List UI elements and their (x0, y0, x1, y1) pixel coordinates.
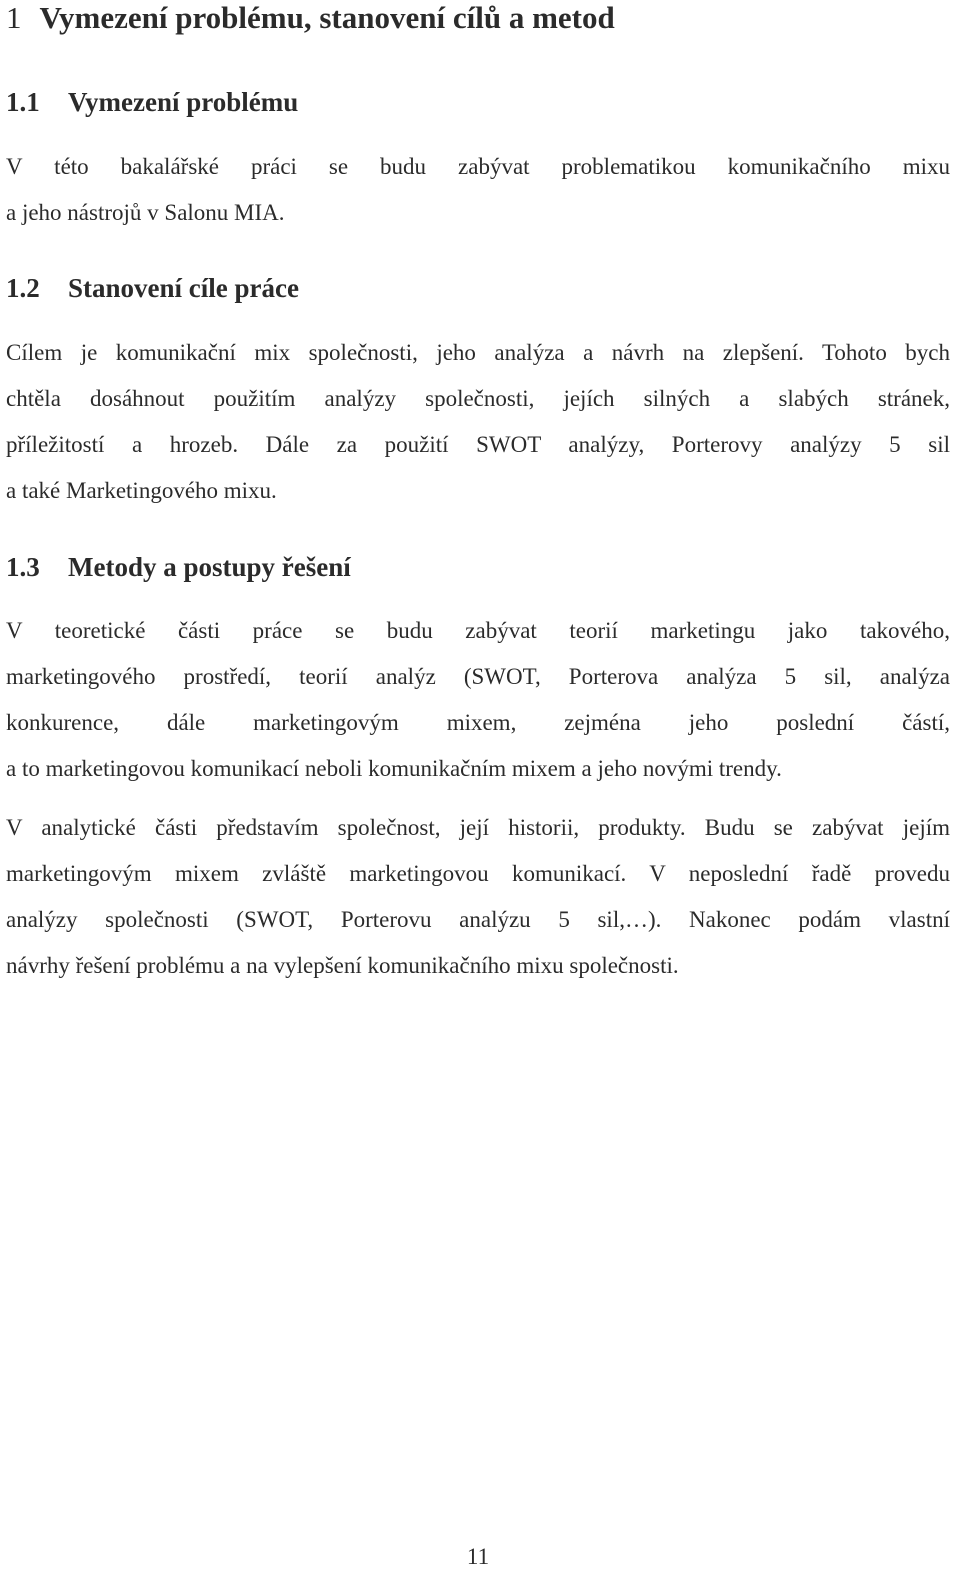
paragraph-line: a jeho nástrojů v Salonu MIA. (6, 200, 285, 225)
paragraph-line: a také Marketingového mixu. (6, 478, 277, 503)
paragraph-line: marketingového prostředí, teorií analýz (SWOT, Porterova analýza 5 sil, analýza (6, 664, 950, 689)
section-title: Vymezení problému (68, 87, 299, 117)
paragraph-line: a to marketingovou komunikací neboli komunikačním mixem a jeho novými trendy. (6, 756, 782, 781)
paragraph-line: konkurence, dále marketingovým mixem, zejména jeho poslední částí, (6, 710, 950, 735)
paragraph-line: Cílem je komunikační mix společnosti, jeho analýza a návrh na zlepšení. Tohoto bych (6, 340, 950, 365)
paragraph (6, 608, 950, 792)
paragraph-line: V teoretické části práce se budu zabývat teorií marketingu jako takového, (6, 618, 950, 643)
paragraph (6, 330, 950, 514)
paragraph-line: V analytické části představím společnost, její historii, produkty. Budu se zabývat jejím (6, 815, 950, 840)
section-number: 1.1 (6, 87, 40, 117)
paragraph-line: V této bakalářské práci se budu zabývat problematikou komunikačního mixu (6, 154, 950, 179)
paragraph-line: návrhy řešení problému a na vylepšení komunikačního mixu společnosti. (6, 953, 679, 978)
page-number: 11 (466, 1544, 490, 1569)
chapter-heading (6, 0, 615, 36)
paragraph (6, 805, 950, 989)
section-number: 1.2 (6, 273, 40, 303)
section-heading (6, 551, 351, 583)
paragraph-line: příležitostí a hrozeb. Dále za použití SWOT analýzy, Porterovy analýzy 5 sil (6, 432, 950, 457)
document-page (6, 0, 950, 1587)
paragraph (6, 144, 950, 236)
section-title: Stanovení cíle práce (68, 273, 299, 303)
paragraph-line: analýzy společnosti (SWOT, Porterovu analýzu 5 sil,…). Nakonec podám vlastní (6, 907, 950, 932)
chapter-title: Vymezení problému, stanovení cílů a metod (39, 0, 615, 35)
section-number: 1.3 (6, 552, 40, 582)
paragraph-line: marketingovým mixem zvláště marketingovou komunikací. V neposlední řadě provedu (6, 861, 950, 886)
chapter-number: 1 (6, 0, 22, 35)
section-heading (6, 272, 299, 304)
section-heading (6, 86, 298, 118)
paragraph-line: chtěla dosáhnout použitím analýzy společnosti, jejích silných a slabých stránek, (6, 386, 950, 411)
section-title: Metody a postupy řešení (68, 552, 351, 582)
